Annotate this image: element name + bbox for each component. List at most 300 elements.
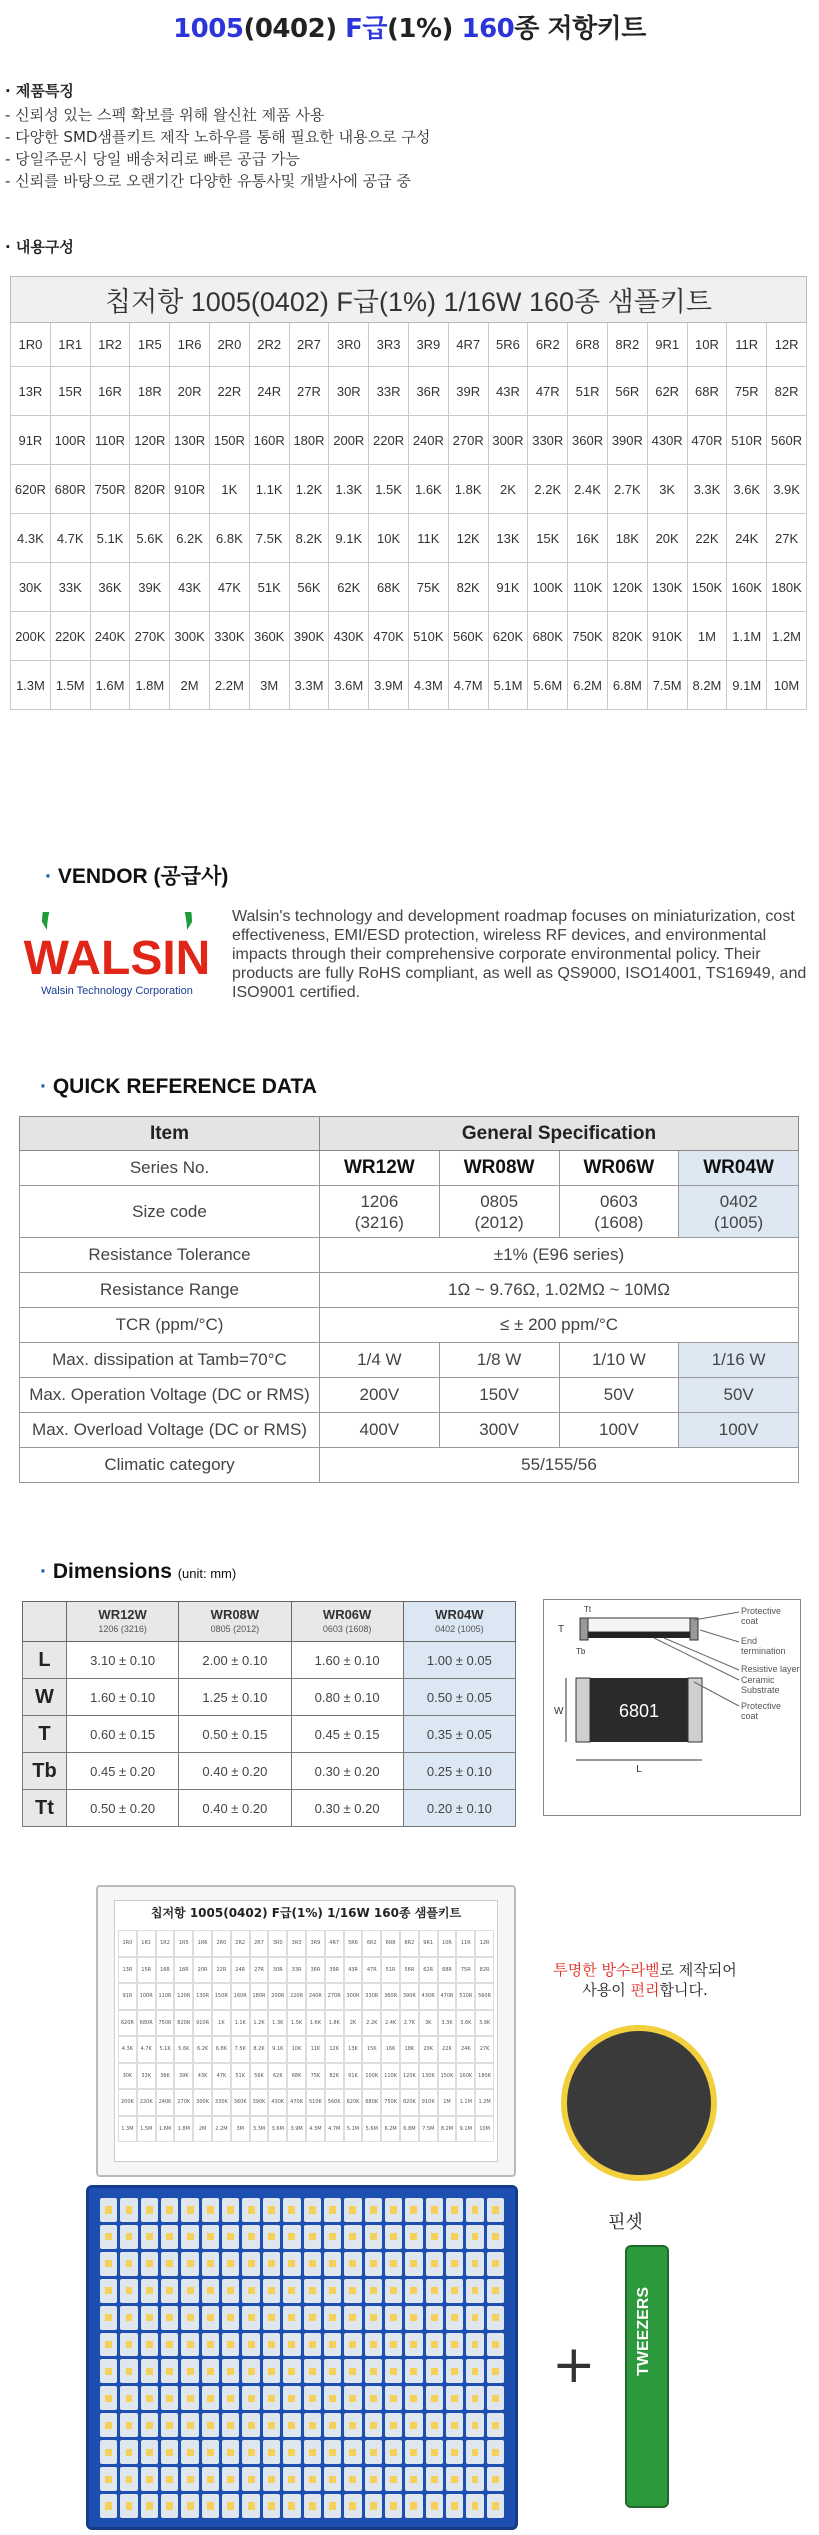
kit-value-cell: 6R8: [568, 323, 608, 367]
tray-compartment: [426, 2386, 443, 2410]
tray-compartment: [263, 2333, 280, 2357]
tray-compartment: [263, 2494, 280, 2518]
kit-label-cell: 43K: [193, 2063, 212, 2090]
dims-row: [23, 1790, 516, 1827]
tray-compartment: [344, 2306, 361, 2330]
kit-value-cell: 3.3M: [289, 661, 329, 710]
kit-label-cell: 3M: [231, 2116, 250, 2143]
tray-compartment: [446, 2494, 463, 2518]
tray-compartment: [344, 2252, 361, 2276]
tray-compartment: [344, 2413, 361, 2437]
kit-label-cell: 120K: [400, 2063, 419, 2090]
kit-label-cell: 2.7K: [400, 2010, 419, 2037]
kit-label-cell: 18K: [400, 2036, 419, 2063]
tray-compartment: [263, 2359, 280, 2383]
tray-compartment: [385, 2279, 402, 2303]
dims-value: 1.60 ± 0.10: [291, 1642, 403, 1679]
kit-value-cell: 1R5: [130, 323, 170, 367]
dims-value: 0.40 ± 0.20: [179, 1790, 291, 1827]
kit-value-cell: 910R: [170, 465, 210, 514]
kit-label-cell: 160K: [456, 2063, 475, 2090]
kit-label-cell: 5.1K: [156, 2036, 175, 2063]
tray-compartment: [426, 2467, 443, 2491]
tray-compartment: [120, 2198, 137, 2222]
tray-compartment: [100, 2494, 117, 2518]
kit-label-cell: 56K: [250, 2063, 269, 2090]
kit-label-cell: 1.5K: [287, 2010, 306, 2037]
tray-compartment: [263, 2467, 280, 2491]
tray-compartment: [181, 2494, 198, 2518]
kit-value-cell: 300R: [488, 416, 528, 465]
tray-compartment: [324, 2386, 341, 2410]
dims-col: [403, 1602, 515, 1642]
tray-compartment: [100, 2225, 117, 2249]
kit-value-cell: 24K: [727, 514, 767, 563]
qref-dissipation: 1/16 W: [679, 1343, 799, 1378]
kit-label-cell: 12K: [325, 2036, 344, 2063]
tray-compartment: [466, 2306, 483, 2330]
kit-label-cell: 6.2M: [381, 2116, 400, 2143]
kit-value-cell: 330R: [528, 416, 568, 465]
kit-label-cell: 2M: [193, 2116, 212, 2143]
note-text: 편리: [630, 1981, 660, 1999]
kit-value-cell: 2K: [488, 465, 528, 514]
kit-label-cell: 1.1K: [231, 2010, 250, 2037]
kit-label-cell: 240K: [156, 2089, 175, 2116]
dims-col-sub: 0805 (2012): [210, 1623, 260, 1634]
kit-value-cell: 180R: [289, 416, 329, 465]
tray-compartment: [365, 2279, 382, 2303]
kit-value-cell: 2.7K: [607, 465, 647, 514]
tray-compartment: [446, 2225, 463, 2249]
dims-key: L: [23, 1642, 67, 1679]
kit-label-cell: 30K: [118, 2063, 137, 2090]
kit-label-cell: 75R: [456, 1957, 475, 1984]
tray-compartment: [365, 2386, 382, 2410]
tray-compartment: [161, 2359, 178, 2383]
tray-compartment: [324, 2252, 341, 2276]
kit-label-cell: 1.5M: [137, 2116, 156, 2143]
qref-bullet: ·: [40, 1075, 47, 1098]
kit-label-cell: 6.8K: [212, 2036, 231, 2063]
tray-compartment: [202, 2359, 219, 2383]
tray-compartment: [466, 2413, 483, 2437]
title-suffix: 종 저항키트: [514, 14, 646, 44]
kit-label-cell: 82K: [325, 2063, 344, 2090]
tweezer-label: 핀셋: [608, 2212, 643, 2233]
dims-value: 0.30 ± 0.20: [291, 1790, 403, 1827]
features-heading: · 제품특징: [5, 82, 74, 100]
kit-value-cell: 3R9: [408, 323, 448, 367]
qref-opv: 150V: [439, 1378, 559, 1413]
kit-label-cell: 510K: [306, 2089, 325, 2116]
kit-label-cell: 12R: [475, 1930, 494, 1957]
tray-compartment: [161, 2198, 178, 2222]
kit-value-cell: 36K: [90, 563, 130, 612]
tray-compartment: [120, 2359, 137, 2383]
tray-compartment: [324, 2494, 341, 2518]
kit-value-cell: 1.8M: [130, 661, 170, 710]
kit-value-cell: 1.6M: [90, 661, 130, 710]
tray-compartment: [141, 2333, 158, 2357]
kit-label-cell: 430R: [419, 1983, 438, 2010]
kit-value-cell: 390R: [607, 416, 647, 465]
kit-label-cell: 16K: [381, 2036, 400, 2063]
tray-compartment: [120, 2306, 137, 2330]
tray-compartment: [405, 2359, 422, 2383]
kit-label-cell: 4R7: [325, 1930, 344, 1957]
kit-value-cell: 3R3: [369, 323, 409, 367]
kit-value-cell: 160K: [727, 563, 767, 612]
tray-compartment: [202, 2333, 219, 2357]
tray-compartment: [283, 2198, 300, 2222]
kit-label-cell: 39K: [174, 2063, 193, 2090]
dims-value: 1.25 ± 0.10: [179, 1679, 291, 1716]
kit-label-cell: 9.1M: [456, 2116, 475, 2143]
kit-label-cell: 130K: [419, 2063, 438, 2090]
kit-value-cell: 820K: [607, 612, 647, 661]
kit-row: [11, 612, 807, 661]
qref-size-metric: (1608): [594, 1212, 644, 1232]
kit-label-cell: 7.5K: [231, 2036, 250, 2063]
kit-value-cell: 510R: [727, 416, 767, 465]
dims-key: Tb: [23, 1753, 67, 1790]
qref-range-value: 1Ω ~ 9.76Ω, 1.02MΩ ~ 10MΩ: [320, 1273, 799, 1308]
tray-compartment: [222, 2386, 239, 2410]
kit-label-cell: 2R2: [231, 1930, 250, 1957]
kit-value-cell: 470R: [687, 416, 727, 465]
tray-compartment: [446, 2359, 463, 2383]
kit-label-cell: 4.3K: [118, 2036, 137, 2063]
kit-value-cell: 1K: [209, 465, 249, 514]
tray-compartment: [202, 2413, 219, 2437]
kit-label-cell: 150K: [438, 2063, 457, 2090]
kit-label-grid: [118, 1930, 494, 2142]
kit-value-cell: 2R2: [249, 323, 289, 367]
kit-value-cell: 4.7K: [50, 514, 90, 563]
kit-value-cell: 22R: [209, 367, 249, 416]
kit-value-cell: 240R: [408, 416, 448, 465]
dims-value: 0.50 ± 0.05: [403, 1679, 515, 1716]
tray-compartment: [283, 2333, 300, 2357]
tray-compartment: [161, 2440, 178, 2464]
kit-value-cell: 330K: [209, 612, 249, 661]
kit-value-cell: 620R: [11, 465, 51, 514]
kit-label-cell: 91R: [118, 1983, 137, 2010]
kit-value-cell: 300K: [170, 612, 210, 661]
kit-value-cell: 3R0: [329, 323, 369, 367]
kit-label-cell: 10R: [438, 1930, 457, 1957]
kit-value-cell: 30K: [11, 563, 51, 612]
kit-label-cell: 100K: [362, 2063, 381, 2090]
tray-compartment: [344, 2225, 361, 2249]
tray-compartment: [487, 2333, 504, 2357]
kit-value-cell: 2M: [170, 661, 210, 710]
kit-value-cell: 10M: [767, 661, 807, 710]
kit-label-cell: 820K: [400, 2089, 419, 2116]
tray-compartment: [385, 2386, 402, 2410]
kit-value-cell: 360K: [249, 612, 289, 661]
kit-label-cell: 2.2K: [362, 2010, 381, 2037]
kit-value-cell: 2R0: [209, 323, 249, 367]
kit-label-cell: 20K: [419, 2036, 438, 2063]
dims-value: 1.60 ± 0.10: [67, 1679, 179, 1716]
kit-value-cell: 24R: [249, 367, 289, 416]
kit-label-cell: 330K: [212, 2089, 231, 2116]
kit-value-cell: 120K: [607, 563, 647, 612]
dims-key: Tt: [23, 1790, 67, 1827]
kit-value-cell: 560K: [448, 612, 488, 661]
kit-label-cell: 15K: [362, 2036, 381, 2063]
tray-compartment: [222, 2467, 239, 2491]
kit-value-cell: 39K: [130, 563, 170, 612]
feature-item: - 당일주문시 당일 배송처리로 빠른 공급 가능: [5, 150, 300, 168]
dims-value: 0.45 ± 0.15: [291, 1716, 403, 1753]
tray-compartment: [324, 2333, 341, 2357]
kit-label-cell: 360R: [381, 1983, 400, 2010]
tray-compartment: [385, 2440, 402, 2464]
kit-label-cell: 4.3M: [306, 2116, 325, 2143]
kit-label-cell: 5.1M: [344, 2116, 363, 2143]
kit-label-cell: 8.2M: [438, 2116, 457, 2143]
walsin-logo-sub: Walsin Technology Corporation: [41, 985, 193, 997]
kit-label-cell: 2R7: [250, 1930, 269, 1957]
tray-compartment: [405, 2225, 422, 2249]
kit-label-cell: 910R: [193, 2010, 212, 2037]
tray-compartment: [181, 2225, 198, 2249]
title-tolerance: (1%): [387, 14, 462, 44]
kit-value-cell: 1R2: [90, 323, 130, 367]
tray-compartment: [324, 2359, 341, 2383]
tray-compartment: [283, 2413, 300, 2437]
diagram-w: W: [554, 1706, 564, 1717]
tray-compartment: [263, 2279, 280, 2303]
kit-label-cell: 3.9M: [287, 2116, 306, 2143]
qref-opv: 50V: [679, 1378, 799, 1413]
kit-label-cell: 10M: [475, 2116, 494, 2143]
qref-size: [679, 1186, 799, 1238]
tray-compartment: [405, 2252, 422, 2276]
kit-value-cell: 56R: [607, 367, 647, 416]
tray-compartment: [202, 2198, 219, 2222]
kit-label-cell: 51K: [231, 2063, 250, 2090]
kit-value-cell: 5.6M: [528, 661, 568, 710]
kit-label-cell: 82R: [475, 1957, 494, 1984]
note-text: 사용이: [582, 1981, 631, 1999]
kit-label-cell: 2.4K: [381, 2010, 400, 2037]
tray-compartment: [446, 2440, 463, 2464]
tray-compartment: [222, 2333, 239, 2357]
kit-label-cell: 56R: [400, 1957, 419, 1984]
kit-label-cell: 240R: [306, 1983, 325, 2010]
tray-compartment: [100, 2440, 117, 2464]
kit-value-cell: 22K: [687, 514, 727, 563]
qref-tolerance-value: ±1% (E96 series): [320, 1238, 799, 1273]
tray-compartment: [385, 2198, 402, 2222]
dims-value: 0.30 ± 0.20: [291, 1753, 403, 1790]
tray-compartment: [426, 2225, 443, 2249]
kit-label-cell: 27R: [250, 1957, 269, 1984]
tray-compartment: [426, 2279, 443, 2303]
kit-label-cell: 3K: [419, 2010, 438, 2037]
tray-compartment: [263, 2225, 280, 2249]
kit-label-cell: 3.6M: [268, 2116, 287, 2143]
kit-label-cell: 1.6K: [306, 2010, 325, 2037]
kit-label-cell: 510R: [456, 1983, 475, 2010]
kit-label-cell: 680K: [362, 2089, 381, 2116]
tray-compartment: [385, 2252, 402, 2276]
vendor-description: Walsin's technology and development roadmap focuses on miniaturization, cost effectiveness, EMI/ESD protection, wireless RF devices, and environmental impacts through their comprehensive corporate environmental policy. Their products are fully RoHS compliant, as well as QS9000, ISO14001, TS16949, and ISO9001 certified.: [232, 908, 807, 1001]
kit-value-cell: 3.6K: [727, 465, 767, 514]
tray-compartment: [487, 2440, 504, 2464]
kit-label-cell: 5R6: [344, 1930, 363, 1957]
kit-label-cell: 13K: [344, 2036, 363, 2063]
tray-compartment: [283, 2359, 300, 2383]
kit-label-cell: 1R6: [193, 1930, 212, 1957]
title-size: 1005: [173, 14, 244, 44]
kit-value-cell: 18K: [607, 514, 647, 563]
tray-compartment: [242, 2279, 259, 2303]
tray-compartment: [283, 2306, 300, 2330]
qref-size-code: 0402: [719, 1191, 758, 1211]
qref-ovv: 300V: [439, 1413, 559, 1448]
kit-label-cell: 820R: [174, 2010, 193, 2037]
kit-label-cell: 110R: [156, 1983, 175, 2010]
tray-compartment: [263, 2413, 280, 2437]
tray-compartment: [487, 2279, 504, 2303]
tray-compartment: [263, 2198, 280, 2222]
qref-size-metric: (3216): [354, 1212, 404, 1232]
tray-compartment: [446, 2279, 463, 2303]
dims-value: 0.45 ± 0.20: [67, 1753, 179, 1790]
kit-value-cell: 20R: [170, 367, 210, 416]
dims-heading: [40, 1560, 236, 1584]
kit-value-cell: 5.1M: [488, 661, 528, 710]
tray-compartment: [161, 2252, 178, 2276]
tray-compartment: [487, 2225, 504, 2249]
tray-compartment: [141, 2467, 158, 2491]
qref-tcr-label: TCR (ppm/°C): [20, 1308, 320, 1343]
kit-caption: 칩저항 1005(0402) F급(1%) 1/16W 160종 샘플키트: [11, 277, 807, 323]
tray-compartment: [365, 2306, 382, 2330]
kit-label-cell: 110K: [381, 2063, 400, 2090]
kit-label-cell: 270R: [325, 1983, 344, 2010]
kit-value-cell: 16K: [568, 514, 608, 563]
kit-label-cell: 16R: [156, 1957, 175, 1984]
qref-opv-label: Max. Operation Voltage (DC or RMS): [20, 1378, 320, 1413]
tray-compartment: [466, 2225, 483, 2249]
kit-label-cell: 100R: [137, 1983, 156, 2010]
tray-compartment: [487, 2198, 504, 2222]
kit-value-cell: 5.6K: [130, 514, 170, 563]
tray-compartment: [405, 2440, 422, 2464]
tray-compartment: [161, 2494, 178, 2518]
tray-compartment: [100, 2333, 117, 2357]
tweezers-image: [625, 2245, 669, 2508]
kit-label-cell: 360K: [231, 2089, 250, 2116]
tray-compartment: [120, 2467, 137, 2491]
vendor-bullet: ·: [45, 865, 52, 888]
qref-climatic-label: Climatic category: [20, 1448, 320, 1483]
tray-compartment: [385, 2359, 402, 2383]
kit-label-cell: 2.2M: [212, 2116, 231, 2143]
kit-value-cell: 91R: [11, 416, 51, 465]
plus-icon: +: [552, 2335, 596, 2395]
kit-value-cell: 100R: [50, 416, 90, 465]
note-text: 합니다.: [659, 1981, 708, 1999]
qref-series-label: Series No.: [20, 1151, 320, 1186]
tray-compartment: [324, 2198, 341, 2222]
kit-label-cell: 390R: [400, 1983, 419, 2010]
kit-value-cell: 270K: [130, 612, 170, 661]
kit-value-cell: 30R: [329, 367, 369, 416]
tray-compartment: [242, 2306, 259, 2330]
tray-compartment: [304, 2279, 321, 2303]
tray-compartment: [202, 2306, 219, 2330]
tray-compartment: [344, 2333, 361, 2357]
tray-compartment: [242, 2333, 259, 2357]
kit-label-cell: 6.8M: [400, 2116, 419, 2143]
dims-value: 0.20 ± 0.10: [403, 1790, 515, 1827]
kit-label-cell: 470K: [287, 2089, 306, 2116]
kit-label-cell: 560R: [475, 1983, 494, 2010]
kit-value-cell: 2.4K: [568, 465, 608, 514]
tray-compartment: [100, 2198, 117, 2222]
kit-label-cell: 1R5: [174, 1930, 193, 1957]
kit-label-cell: 3R9: [306, 1930, 325, 1957]
kit-value-cell: 1.2M: [767, 612, 807, 661]
qref-col-item: Item: [20, 1117, 320, 1151]
kit-label-cell: 1R1: [137, 1930, 156, 1957]
qref-ovv: 400V: [320, 1413, 440, 1448]
kit-label-cell: 47K: [212, 2063, 231, 2090]
tray-compartment: [405, 2413, 422, 2437]
kit-value-cell: 110K: [568, 563, 608, 612]
qref-ovv: 100V: [559, 1413, 679, 1448]
walsin-logo-text: WALSIN: [23, 932, 211, 985]
kit-label-cell: 27K: [475, 2036, 494, 2063]
tray-compartment: [242, 2225, 259, 2249]
tray-compartment: [466, 2386, 483, 2410]
qref-tolerance-label: Resistance Tolerance: [20, 1238, 320, 1273]
tray-compartment: [426, 2306, 443, 2330]
kit-value-cell: 9.1K: [329, 514, 369, 563]
tray-compartment: [344, 2359, 361, 2383]
kit-label-cell: 51R: [381, 1957, 400, 1984]
tray-compartment: [242, 2252, 259, 2276]
kit-label-cell: 180K: [475, 2063, 494, 2090]
tray-compartment: [405, 2494, 422, 2518]
tray-compartment: [141, 2252, 158, 2276]
label-note-line1: [530, 1960, 760, 1980]
kit-label-cell: 220R: [287, 1983, 306, 2010]
tray-compartment: [242, 2413, 259, 2437]
tray-compartment: [426, 2198, 443, 2222]
tweezers-text: TWEEZERS: [635, 2287, 652, 2376]
kit-label-cell: 62K: [268, 2063, 287, 2090]
kit-value-cell: 47K: [209, 563, 249, 612]
tray-compartment: [100, 2279, 117, 2303]
tray-compartment: [344, 2467, 361, 2491]
tray-compartment: [222, 2494, 239, 2518]
kit-label-cell: 22R: [212, 1957, 231, 1984]
kit-tray-cells: [100, 2198, 504, 2518]
qref-size-code: 0603: [599, 1191, 638, 1211]
qref-dissipation-label: Max. dissipation at Tamb=70°C: [20, 1343, 320, 1378]
dims-unit: (unit: mm): [177, 1566, 237, 1581]
kit-label-cell: 47R: [362, 1957, 381, 1984]
kit-label-title: 칩저항 1005(0402) F급(1%) 1/16W 160종 샘플키트: [150, 1906, 462, 1920]
